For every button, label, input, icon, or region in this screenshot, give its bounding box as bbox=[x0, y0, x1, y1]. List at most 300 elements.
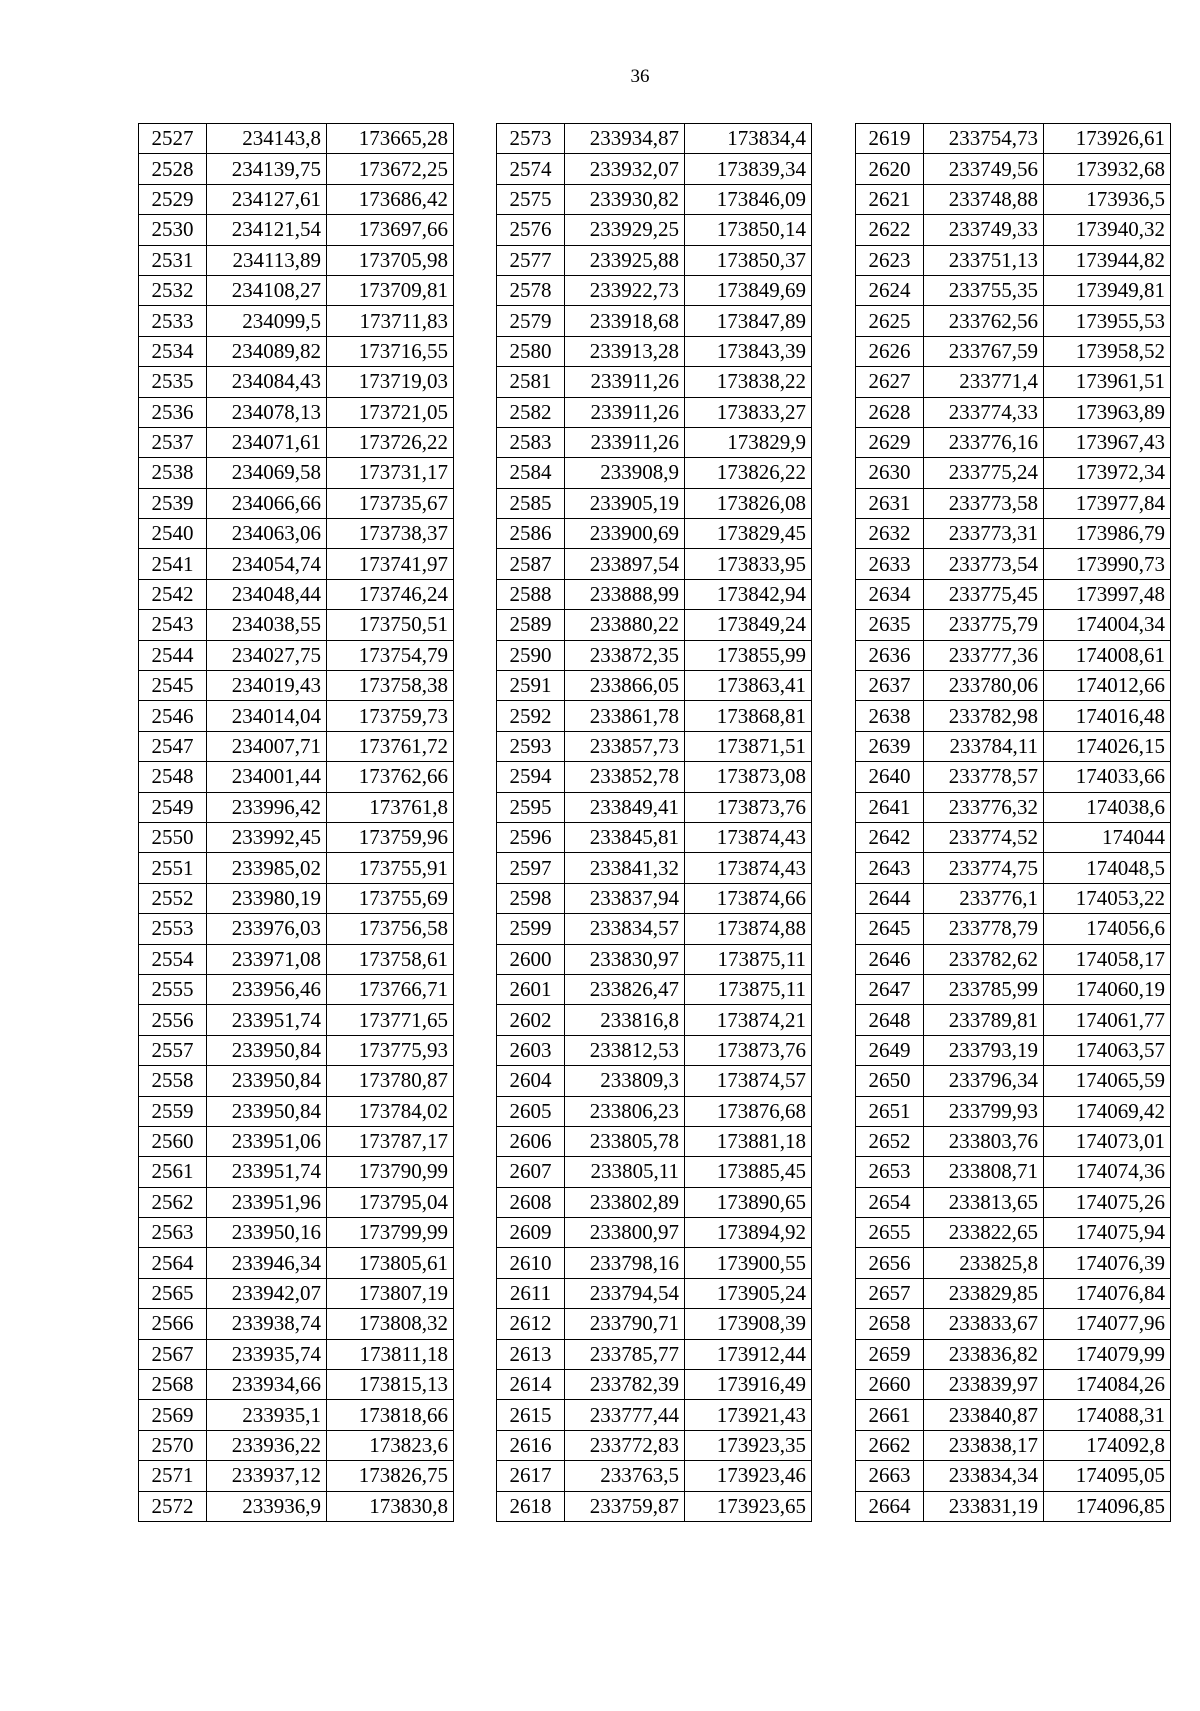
point-number-cell: 2611 bbox=[497, 1278, 565, 1308]
table-row bbox=[856, 1005, 1171, 1035]
x-coordinate-cell: 233805,11 bbox=[565, 1157, 685, 1187]
x-coordinate-cell: 233938,74 bbox=[207, 1309, 327, 1339]
y-coordinate-cell: 174075,26 bbox=[1044, 1187, 1171, 1217]
y-coordinate-cell: 173818,66 bbox=[327, 1400, 454, 1430]
x-coordinate-cell: 233809,3 bbox=[565, 1066, 685, 1096]
y-coordinate-cell: 173738,37 bbox=[327, 519, 454, 549]
y-coordinate-cell: 173741,97 bbox=[327, 549, 454, 579]
point-number-cell: 2549 bbox=[139, 792, 207, 822]
point-number-cell: 2626 bbox=[856, 336, 924, 366]
x-coordinate-cell: 233790,71 bbox=[565, 1309, 685, 1339]
y-coordinate-cell: 174053,22 bbox=[1044, 883, 1171, 913]
table-row bbox=[497, 1126, 812, 1156]
x-coordinate-cell: 233799,93 bbox=[924, 1096, 1044, 1126]
x-coordinate-cell: 233857,73 bbox=[565, 731, 685, 761]
x-coordinate-cell: 234108,27 bbox=[207, 275, 327, 305]
x-coordinate-cell: 233918,68 bbox=[565, 306, 685, 336]
x-coordinate-cell: 233754,73 bbox=[924, 124, 1044, 154]
y-coordinate-cell: 173761,8 bbox=[327, 792, 454, 822]
table-row bbox=[139, 1096, 454, 1126]
y-coordinate-cell: 173926,61 bbox=[1044, 124, 1171, 154]
point-number-cell: 2568 bbox=[139, 1370, 207, 1400]
point-number-cell: 2602 bbox=[497, 1005, 565, 1035]
y-coordinate-cell: 173868,81 bbox=[685, 701, 812, 731]
point-number-cell: 2648 bbox=[856, 1005, 924, 1035]
table-row bbox=[139, 336, 454, 366]
x-coordinate-cell: 233985,02 bbox=[207, 853, 327, 883]
table-row bbox=[497, 1430, 812, 1460]
table-row bbox=[856, 944, 1171, 974]
point-number-cell: 2594 bbox=[497, 762, 565, 792]
y-coordinate-cell: 173986,79 bbox=[1044, 519, 1171, 549]
y-coordinate-cell: 173908,39 bbox=[685, 1309, 812, 1339]
coordinates-table-2 bbox=[496, 123, 812, 1522]
point-number-cell: 2580 bbox=[497, 336, 565, 366]
y-coordinate-cell: 173894,92 bbox=[685, 1218, 812, 1248]
y-coordinate-cell: 173826,08 bbox=[685, 488, 812, 518]
point-number-cell: 2619 bbox=[856, 124, 924, 154]
table-row bbox=[139, 671, 454, 701]
table-row bbox=[139, 306, 454, 336]
x-coordinate-cell: 234099,5 bbox=[207, 306, 327, 336]
x-coordinate-cell: 234001,44 bbox=[207, 762, 327, 792]
coordinates-table-1 bbox=[138, 123, 454, 1522]
point-number-cell: 2571 bbox=[139, 1461, 207, 1491]
x-coordinate-cell: 233785,77 bbox=[565, 1339, 685, 1369]
table-row bbox=[856, 974, 1171, 1004]
point-number-cell: 2633 bbox=[856, 549, 924, 579]
y-coordinate-cell: 173855,99 bbox=[685, 640, 812, 670]
y-coordinate-cell: 174076,84 bbox=[1044, 1278, 1171, 1308]
point-number-cell: 2654 bbox=[856, 1187, 924, 1217]
table-row bbox=[497, 124, 812, 154]
point-number-cell: 2550 bbox=[139, 822, 207, 852]
table-row bbox=[497, 853, 812, 883]
table-row bbox=[139, 458, 454, 488]
x-coordinate-cell: 234113,89 bbox=[207, 245, 327, 275]
y-coordinate-cell: 173775,93 bbox=[327, 1035, 454, 1065]
y-coordinate-cell: 173755,91 bbox=[327, 853, 454, 883]
y-coordinate-cell: 174048,5 bbox=[1044, 853, 1171, 883]
x-coordinate-cell: 233950,84 bbox=[207, 1096, 327, 1126]
table-row bbox=[856, 671, 1171, 701]
y-coordinate-cell: 174084,26 bbox=[1044, 1370, 1171, 1400]
x-coordinate-cell: 233800,97 bbox=[565, 1218, 685, 1248]
point-number-cell: 2565 bbox=[139, 1278, 207, 1308]
table-row bbox=[497, 792, 812, 822]
point-number-cell: 2638 bbox=[856, 701, 924, 731]
point-number-cell: 2604 bbox=[497, 1066, 565, 1096]
point-number-cell: 2624 bbox=[856, 275, 924, 305]
table-row bbox=[497, 1309, 812, 1339]
table-row bbox=[497, 215, 812, 245]
point-number-cell: 2614 bbox=[497, 1370, 565, 1400]
y-coordinate-cell: 174077,96 bbox=[1044, 1309, 1171, 1339]
x-coordinate-cell: 233849,41 bbox=[565, 792, 685, 822]
table-row bbox=[856, 640, 1171, 670]
table-row bbox=[497, 1218, 812, 1248]
table-row bbox=[856, 1309, 1171, 1339]
point-number-cell: 2551 bbox=[139, 853, 207, 883]
x-coordinate-cell: 233913,28 bbox=[565, 336, 685, 366]
y-coordinate-cell: 173762,66 bbox=[327, 762, 454, 792]
x-coordinate-cell: 233834,57 bbox=[565, 914, 685, 944]
table-row bbox=[139, 883, 454, 913]
y-coordinate-cell: 173833,27 bbox=[685, 397, 812, 427]
point-number-cell: 2577 bbox=[497, 245, 565, 275]
y-coordinate-cell: 173826,75 bbox=[327, 1461, 454, 1491]
x-coordinate-cell: 233942,07 bbox=[207, 1278, 327, 1308]
y-coordinate-cell: 174069,42 bbox=[1044, 1096, 1171, 1126]
x-coordinate-cell: 233767,59 bbox=[924, 336, 1044, 366]
y-coordinate-cell: 174061,77 bbox=[1044, 1005, 1171, 1035]
x-coordinate-cell: 233831,19 bbox=[924, 1491, 1044, 1521]
point-number-cell: 2545 bbox=[139, 671, 207, 701]
table-row bbox=[856, 853, 1171, 883]
point-number-cell: 2527 bbox=[139, 124, 207, 154]
y-coordinate-cell: 173944,82 bbox=[1044, 245, 1171, 275]
table-row bbox=[139, 154, 454, 184]
point-number-cell: 2564 bbox=[139, 1248, 207, 1278]
x-coordinate-cell: 233833,67 bbox=[924, 1309, 1044, 1339]
y-coordinate-cell: 173990,73 bbox=[1044, 549, 1171, 579]
x-coordinate-cell: 233861,78 bbox=[565, 701, 685, 731]
table-row bbox=[139, 1066, 454, 1096]
point-number-cell: 2639 bbox=[856, 731, 924, 761]
point-number-cell: 2641 bbox=[856, 792, 924, 822]
table-row bbox=[139, 974, 454, 1004]
point-number-cell: 2646 bbox=[856, 944, 924, 974]
y-coordinate-cell: 173780,87 bbox=[327, 1066, 454, 1096]
table-row bbox=[497, 1461, 812, 1491]
x-coordinate-cell: 233829,85 bbox=[924, 1278, 1044, 1308]
y-coordinate-cell: 173940,32 bbox=[1044, 215, 1171, 245]
y-coordinate-cell: 173963,89 bbox=[1044, 397, 1171, 427]
point-number-cell: 2548 bbox=[139, 762, 207, 792]
point-number-cell: 2601 bbox=[497, 974, 565, 1004]
point-number-cell: 2644 bbox=[856, 883, 924, 913]
point-number-cell: 2588 bbox=[497, 579, 565, 609]
x-coordinate-cell: 233951,74 bbox=[207, 1005, 327, 1035]
table-row bbox=[497, 1035, 812, 1065]
table-row bbox=[856, 610, 1171, 640]
x-coordinate-cell: 233935,1 bbox=[207, 1400, 327, 1430]
table-row bbox=[497, 1066, 812, 1096]
point-number-cell: 2636 bbox=[856, 640, 924, 670]
x-coordinate-cell: 233837,94 bbox=[565, 883, 685, 913]
x-coordinate-cell: 233777,36 bbox=[924, 640, 1044, 670]
table-row bbox=[139, 1218, 454, 1248]
x-coordinate-cell: 233782,98 bbox=[924, 701, 1044, 731]
table-row bbox=[856, 275, 1171, 305]
x-coordinate-cell: 233839,97 bbox=[924, 1370, 1044, 1400]
table-row bbox=[139, 1461, 454, 1491]
y-coordinate-cell: 174056,6 bbox=[1044, 914, 1171, 944]
table-row bbox=[856, 1157, 1171, 1187]
x-coordinate-cell: 233951,06 bbox=[207, 1126, 327, 1156]
point-number-cell: 2659 bbox=[856, 1339, 924, 1369]
x-coordinate-cell: 233802,89 bbox=[565, 1187, 685, 1217]
table-row bbox=[856, 579, 1171, 609]
point-number-cell: 2617 bbox=[497, 1461, 565, 1491]
point-number-cell: 2618 bbox=[497, 1491, 565, 1521]
table-row bbox=[139, 245, 454, 275]
point-number-cell: 2664 bbox=[856, 1491, 924, 1521]
y-coordinate-cell: 173721,05 bbox=[327, 397, 454, 427]
point-number-cell: 2656 bbox=[856, 1248, 924, 1278]
x-coordinate-cell: 233872,35 bbox=[565, 640, 685, 670]
y-coordinate-cell: 174075,94 bbox=[1044, 1218, 1171, 1248]
table-row bbox=[139, 1430, 454, 1460]
y-coordinate-cell: 173932,68 bbox=[1044, 154, 1171, 184]
point-number-cell: 2538 bbox=[139, 458, 207, 488]
y-coordinate-cell: 173811,18 bbox=[327, 1339, 454, 1369]
y-coordinate-cell: 173849,69 bbox=[685, 275, 812, 305]
table-row bbox=[497, 184, 812, 214]
table-row bbox=[139, 640, 454, 670]
y-coordinate-cell: 173977,84 bbox=[1044, 488, 1171, 518]
table-row bbox=[139, 397, 454, 427]
x-coordinate-cell: 233803,76 bbox=[924, 1126, 1044, 1156]
y-coordinate-cell: 173833,95 bbox=[685, 549, 812, 579]
point-number-cell: 2535 bbox=[139, 367, 207, 397]
table-row bbox=[856, 519, 1171, 549]
y-coordinate-cell: 173873,76 bbox=[685, 792, 812, 822]
x-coordinate-cell: 233950,84 bbox=[207, 1066, 327, 1096]
table-row bbox=[497, 1339, 812, 1369]
y-coordinate-cell: 174033,66 bbox=[1044, 762, 1171, 792]
table-row bbox=[856, 397, 1171, 427]
table-row bbox=[856, 215, 1171, 245]
y-coordinate-cell: 173716,55 bbox=[327, 336, 454, 366]
table-row bbox=[139, 1339, 454, 1369]
x-coordinate-cell: 233778,79 bbox=[924, 914, 1044, 944]
table-row bbox=[139, 1400, 454, 1430]
table-row bbox=[139, 124, 454, 154]
y-coordinate-cell: 173873,08 bbox=[685, 762, 812, 792]
x-coordinate-cell: 233776,32 bbox=[924, 792, 1044, 822]
point-number-cell: 2650 bbox=[856, 1066, 924, 1096]
x-coordinate-cell: 233935,74 bbox=[207, 1339, 327, 1369]
x-coordinate-cell: 234078,13 bbox=[207, 397, 327, 427]
table-row bbox=[139, 427, 454, 457]
y-coordinate-cell: 173873,76 bbox=[685, 1035, 812, 1065]
table-row bbox=[497, 579, 812, 609]
table-row bbox=[497, 367, 812, 397]
table-row bbox=[139, 367, 454, 397]
x-coordinate-cell: 233794,54 bbox=[565, 1278, 685, 1308]
x-coordinate-cell: 233762,56 bbox=[924, 306, 1044, 336]
table-row bbox=[139, 549, 454, 579]
point-number-cell: 2592 bbox=[497, 701, 565, 731]
point-number-cell: 2651 bbox=[856, 1096, 924, 1126]
point-number-cell: 2613 bbox=[497, 1339, 565, 1369]
y-coordinate-cell: 173823,6 bbox=[327, 1430, 454, 1460]
point-number-cell: 2607 bbox=[497, 1157, 565, 1187]
table-row bbox=[856, 458, 1171, 488]
table-row bbox=[856, 792, 1171, 822]
y-coordinate-cell: 174074,36 bbox=[1044, 1157, 1171, 1187]
point-number-cell: 2575 bbox=[497, 184, 565, 214]
table-row bbox=[856, 245, 1171, 275]
point-number-cell: 2655 bbox=[856, 1218, 924, 1248]
table-row bbox=[497, 1157, 812, 1187]
y-coordinate-cell: 173787,17 bbox=[327, 1126, 454, 1156]
x-coordinate-cell: 234007,71 bbox=[207, 731, 327, 761]
table-row bbox=[497, 1005, 812, 1035]
x-coordinate-cell: 233834,34 bbox=[924, 1461, 1044, 1491]
x-coordinate-cell: 233950,84 bbox=[207, 1035, 327, 1065]
point-number-cell: 2566 bbox=[139, 1309, 207, 1339]
point-number-cell: 2585 bbox=[497, 488, 565, 518]
x-coordinate-cell: 233806,23 bbox=[565, 1096, 685, 1126]
y-coordinate-cell: 174088,31 bbox=[1044, 1400, 1171, 1430]
y-coordinate-cell: 173755,69 bbox=[327, 883, 454, 913]
table-row bbox=[139, 1005, 454, 1035]
x-coordinate-cell: 233841,32 bbox=[565, 853, 685, 883]
y-coordinate-cell: 173874,66 bbox=[685, 883, 812, 913]
x-coordinate-cell: 234014,04 bbox=[207, 701, 327, 731]
point-number-cell: 2630 bbox=[856, 458, 924, 488]
point-number-cell: 2628 bbox=[856, 397, 924, 427]
x-coordinate-cell: 233748,88 bbox=[924, 184, 1044, 214]
table-row bbox=[139, 914, 454, 944]
point-number-cell: 2629 bbox=[856, 427, 924, 457]
table-row bbox=[497, 458, 812, 488]
table-row bbox=[856, 1066, 1171, 1096]
point-number-cell: 2559 bbox=[139, 1096, 207, 1126]
point-number-cell: 2558 bbox=[139, 1066, 207, 1096]
y-coordinate-cell: 173923,46 bbox=[685, 1461, 812, 1491]
x-coordinate-cell: 234038,55 bbox=[207, 610, 327, 640]
x-coordinate-cell: 233774,52 bbox=[924, 822, 1044, 852]
y-coordinate-cell: 173875,11 bbox=[685, 944, 812, 974]
y-coordinate-cell: 173875,11 bbox=[685, 974, 812, 1004]
y-coordinate-cell: 174004,34 bbox=[1044, 610, 1171, 640]
x-coordinate-cell: 233992,45 bbox=[207, 822, 327, 852]
table-row bbox=[139, 1248, 454, 1278]
x-coordinate-cell: 234048,44 bbox=[207, 579, 327, 609]
table-row bbox=[497, 397, 812, 427]
coordinates-table-3 bbox=[855, 123, 1171, 1522]
point-number-cell: 2579 bbox=[497, 306, 565, 336]
y-coordinate-cell: 173921,43 bbox=[685, 1400, 812, 1430]
x-coordinate-cell: 233812,53 bbox=[565, 1035, 685, 1065]
table-row bbox=[139, 1126, 454, 1156]
point-number-cell: 2555 bbox=[139, 974, 207, 1004]
point-number-cell: 2642 bbox=[856, 822, 924, 852]
point-number-cell: 2598 bbox=[497, 883, 565, 913]
y-coordinate-cell: 173849,24 bbox=[685, 610, 812, 640]
table-row bbox=[856, 154, 1171, 184]
point-number-cell: 2537 bbox=[139, 427, 207, 457]
point-number-cell: 2534 bbox=[139, 336, 207, 366]
x-coordinate-cell: 233777,44 bbox=[565, 1400, 685, 1430]
y-coordinate-cell: 173885,45 bbox=[685, 1157, 812, 1187]
point-number-cell: 2662 bbox=[856, 1430, 924, 1460]
point-number-cell: 2647 bbox=[856, 974, 924, 1004]
y-coordinate-cell: 173807,19 bbox=[327, 1278, 454, 1308]
point-number-cell: 2649 bbox=[856, 1035, 924, 1065]
table-row bbox=[497, 1370, 812, 1400]
point-number-cell: 2609 bbox=[497, 1218, 565, 1248]
table-row bbox=[497, 610, 812, 640]
table-row bbox=[856, 1400, 1171, 1430]
y-coordinate-cell: 173997,48 bbox=[1044, 579, 1171, 609]
point-number-cell: 2597 bbox=[497, 853, 565, 883]
x-coordinate-cell: 233905,19 bbox=[565, 488, 685, 518]
y-coordinate-cell: 173876,68 bbox=[685, 1096, 812, 1126]
point-number-cell: 2529 bbox=[139, 184, 207, 214]
point-number-cell: 2543 bbox=[139, 610, 207, 640]
point-number-cell: 2660 bbox=[856, 1370, 924, 1400]
point-number-cell: 2528 bbox=[139, 154, 207, 184]
point-number-cell: 2560 bbox=[139, 1126, 207, 1156]
point-number-cell: 2572 bbox=[139, 1491, 207, 1521]
table-row bbox=[497, 822, 812, 852]
table-row bbox=[497, 519, 812, 549]
point-number-cell: 2627 bbox=[856, 367, 924, 397]
x-coordinate-cell: 233773,58 bbox=[924, 488, 1044, 518]
y-coordinate-cell: 173923,35 bbox=[685, 1430, 812, 1460]
y-coordinate-cell: 173916,49 bbox=[685, 1370, 812, 1400]
point-number-cell: 2608 bbox=[497, 1187, 565, 1217]
y-coordinate-cell: 173756,58 bbox=[327, 914, 454, 944]
point-number-cell: 2541 bbox=[139, 549, 207, 579]
x-coordinate-cell: 233836,82 bbox=[924, 1339, 1044, 1369]
point-number-cell: 2603 bbox=[497, 1035, 565, 1065]
y-coordinate-cell: 173799,99 bbox=[327, 1218, 454, 1248]
x-coordinate-cell: 233937,12 bbox=[207, 1461, 327, 1491]
table-row bbox=[856, 306, 1171, 336]
y-coordinate-cell: 174026,15 bbox=[1044, 731, 1171, 761]
table-row bbox=[139, 731, 454, 761]
x-coordinate-cell: 233946,34 bbox=[207, 1248, 327, 1278]
point-number-cell: 2586 bbox=[497, 519, 565, 549]
x-coordinate-cell: 233775,24 bbox=[924, 458, 1044, 488]
point-number-cell: 2663 bbox=[856, 1461, 924, 1491]
x-coordinate-cell: 233911,26 bbox=[565, 397, 685, 427]
x-coordinate-cell: 233749,56 bbox=[924, 154, 1044, 184]
x-coordinate-cell: 233911,26 bbox=[565, 367, 685, 397]
y-coordinate-cell: 173972,34 bbox=[1044, 458, 1171, 488]
x-coordinate-cell: 233980,19 bbox=[207, 883, 327, 913]
x-coordinate-cell: 234084,43 bbox=[207, 367, 327, 397]
point-number-cell: 2546 bbox=[139, 701, 207, 731]
table-row bbox=[856, 1126, 1171, 1156]
table-row bbox=[139, 792, 454, 822]
table-row bbox=[497, 914, 812, 944]
table-row bbox=[856, 1370, 1171, 1400]
x-coordinate-cell: 233773,54 bbox=[924, 549, 1044, 579]
table-row bbox=[856, 1491, 1171, 1521]
x-coordinate-cell: 233908,9 bbox=[565, 458, 685, 488]
point-number-cell: 2593 bbox=[497, 731, 565, 761]
table-row bbox=[497, 275, 812, 305]
point-number-cell: 2531 bbox=[139, 245, 207, 275]
point-number-cell: 2589 bbox=[497, 610, 565, 640]
y-coordinate-cell: 173759,96 bbox=[327, 822, 454, 852]
table-row bbox=[139, 1370, 454, 1400]
point-number-cell: 2530 bbox=[139, 215, 207, 245]
x-coordinate-cell: 233784,11 bbox=[924, 731, 1044, 761]
y-coordinate-cell: 173912,44 bbox=[685, 1339, 812, 1369]
table-row bbox=[856, 762, 1171, 792]
x-coordinate-cell: 233775,45 bbox=[924, 579, 1044, 609]
table-row bbox=[856, 701, 1171, 731]
point-number-cell: 2590 bbox=[497, 640, 565, 670]
point-number-cell: 2582 bbox=[497, 397, 565, 427]
